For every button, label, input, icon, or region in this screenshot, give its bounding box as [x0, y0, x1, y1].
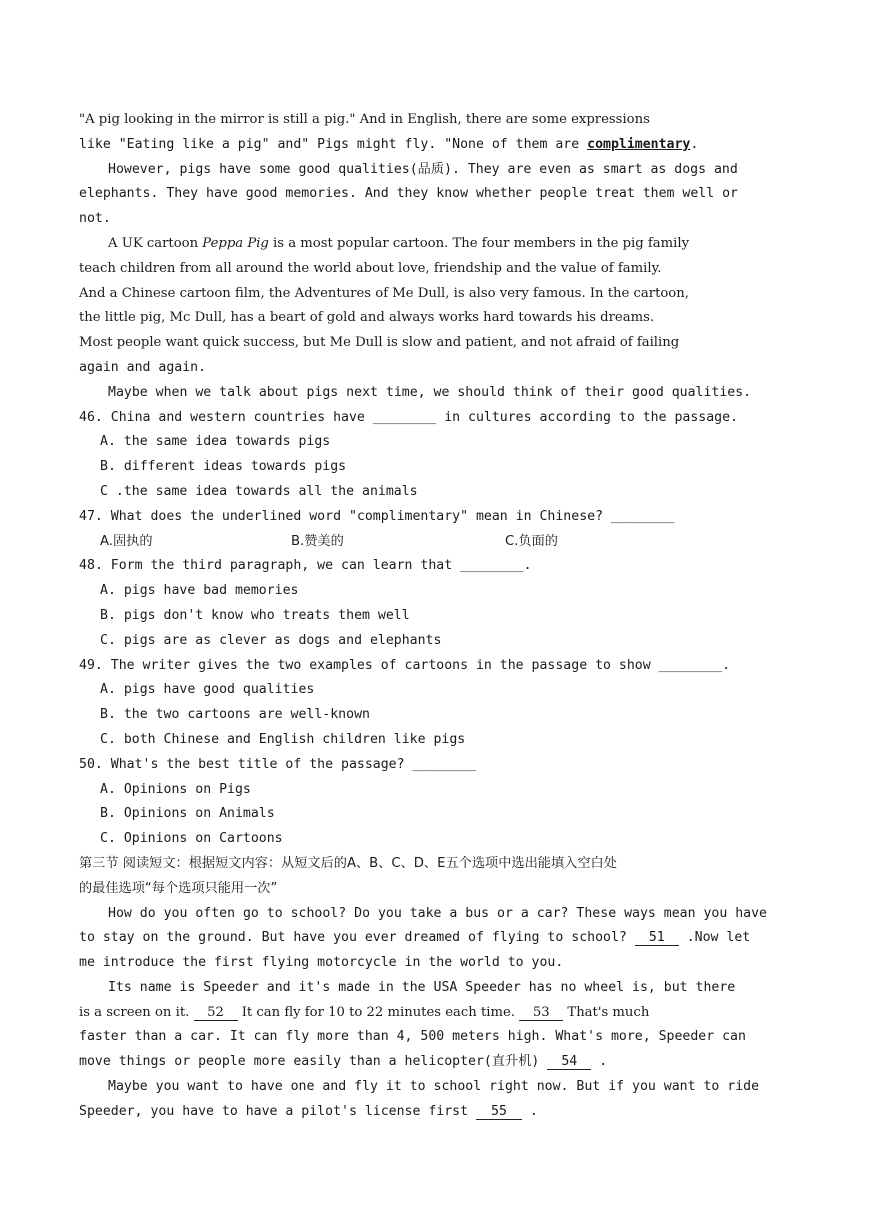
question-46: 46. China and western countries have ________ in cultures according to the passage.	[79, 409, 738, 425]
option-48-a[interactable]: A. pigs have bad memories	[100, 583, 299, 599]
passage-line: "A pig looking in the mirror is still a pig." And in English, there are some expressions	[79, 112, 650, 127]
option-46-b[interactable]: B. different ideas towards pigs	[100, 459, 347, 475]
blank-51[interactable]: 51	[635, 930, 679, 946]
option-49-a[interactable]: A. pigs have good qualities	[100, 682, 315, 698]
passage-line: the little pig, Mc Dull, has a beart of gold and always works hard towards his dreams.	[79, 310, 655, 326]
option-50-c[interactable]: C. Opinions on Cartoons	[100, 831, 283, 847]
passage-line: again and again.	[79, 359, 207, 375]
passage-text: .	[521, 1103, 538, 1119]
document-page	[79, 108, 767, 1125]
option-47-b[interactable]: B.赞美的	[291, 533, 344, 549]
option-47-c[interactable]: C.负面的	[505, 533, 558, 549]
option-50-a[interactable]: A. Opinions on Pigs	[100, 781, 251, 797]
section-heading: 第三节 阅读短文：根据短文内容：从短文后的A、B、C、D、E五个选项中选出能填入空白处	[79, 855, 617, 871]
question-47: 47. What does the underlined word "complimentary" mean in Chinese? ________	[79, 508, 675, 524]
underlined-word: complimentary	[587, 136, 691, 152]
blank-52[interactable]: 52	[194, 1005, 238, 1021]
passage-text: to stay on the ground. But have you ever dreamed of flying to school?	[79, 930, 635, 946]
passage-line	[79, 133, 711, 158]
passage-line: faster than a car. It can fly more than 4, 500 meters high. What's more, Speeder can	[79, 1029, 746, 1045]
passage-line	[79, 1100, 711, 1125]
passage-line	[79, 232, 711, 257]
blank-54[interactable]: 54	[547, 1054, 591, 1070]
question-50: 50. What's the best title of the passage? ________	[79, 756, 476, 772]
option-48-c[interactable]: C. pigs are as clever as dogs and elephants	[100, 632, 442, 648]
option-49-b[interactable]: B. the two cartoons are well-known	[100, 707, 370, 723]
passage-line: me introduce the first flying motorcycle in the world to you.	[79, 955, 564, 971]
passage-text: .Now let	[678, 930, 751, 946]
passage-line: Maybe when we talk about pigs next time, we should think of their good qualities.	[108, 384, 752, 400]
passage-line: Maybe you want to have one and fly it to school right now. But if you want to ride	[108, 1079, 760, 1095]
option-50-b[interactable]: B. Opinions on Animals	[100, 806, 275, 822]
option-49-c[interactable]: C. both Chinese and English children like pigs	[100, 731, 466, 747]
question-47-options	[79, 530, 711, 555]
passage-text: .	[591, 1054, 608, 1070]
cartoon-title: Peppa Pig	[202, 235, 269, 251]
passage-text: It can fly for 10 to 22 minutes each time.	[237, 1004, 520, 1020]
passage-text: .	[690, 136, 699, 152]
option-46-c[interactable]: C .the same idea towards all the animals	[100, 483, 418, 499]
question-49: 49. The writer gives the two examples of cartoons in the passage to show ________.	[79, 657, 731, 673]
passage-line	[79, 926, 751, 951]
passage-text: is a most popular cartoon. The four members in the pig family	[268, 235, 690, 251]
passage-line	[79, 1050, 711, 1075]
blank-53[interactable]: 53	[519, 1005, 563, 1021]
passage-line: elephants. They have good memories. And they know whether people treat them well or	[79, 186, 738, 202]
passage-text: A UK cartoon	[108, 235, 203, 251]
passage-line: How do you often go to school? Do you take a bus or a car? These ways mean you have	[108, 905, 767, 921]
passage-text: move things or people more easily than a helicopter(直升机)	[79, 1054, 548, 1070]
passage-line: Most people want quick success, but Me Dull is slow and patient, and not afraid of failing	[79, 335, 680, 351]
passage-line: teach children from all around the world about love, friendship and the value of family.	[79, 260, 662, 276]
option-46-a[interactable]: A. the same idea towards pigs	[100, 434, 331, 450]
passage-text: is a screen on it.	[79, 1004, 194, 1020]
passage-text: Speeder, you have to have a pilot's license first	[79, 1103, 476, 1119]
option-47-a[interactable]: A.固执的	[100, 533, 153, 549]
option-48-b[interactable]: B. pigs don't know who treats them well	[100, 607, 410, 623]
question-48: 48. Form the third paragraph, we can learn that ________.	[79, 558, 532, 574]
blank-55[interactable]: 55	[476, 1104, 522, 1120]
passage-line: not.	[79, 211, 111, 227]
passage-text: That's much	[563, 1004, 650, 1020]
passage-line: And a Chinese cartoon film, the Adventures of Me Dull, is also very famous. In the cartoon,	[79, 285, 689, 301]
passage-line	[79, 1001, 711, 1026]
passage-text: like "Eating like a pig" and" Pigs might fly. "None of them are	[79, 136, 588, 152]
passage-line: However, pigs have some good qualities(品质). They are even as smart as dogs and	[108, 161, 738, 177]
passage-line: Its name is Speeder and it's made in the USA Speeder has no wheel is, but there	[108, 979, 736, 995]
section-heading: 的最佳选项“每个选项只能用一次”	[79, 880, 278, 896]
